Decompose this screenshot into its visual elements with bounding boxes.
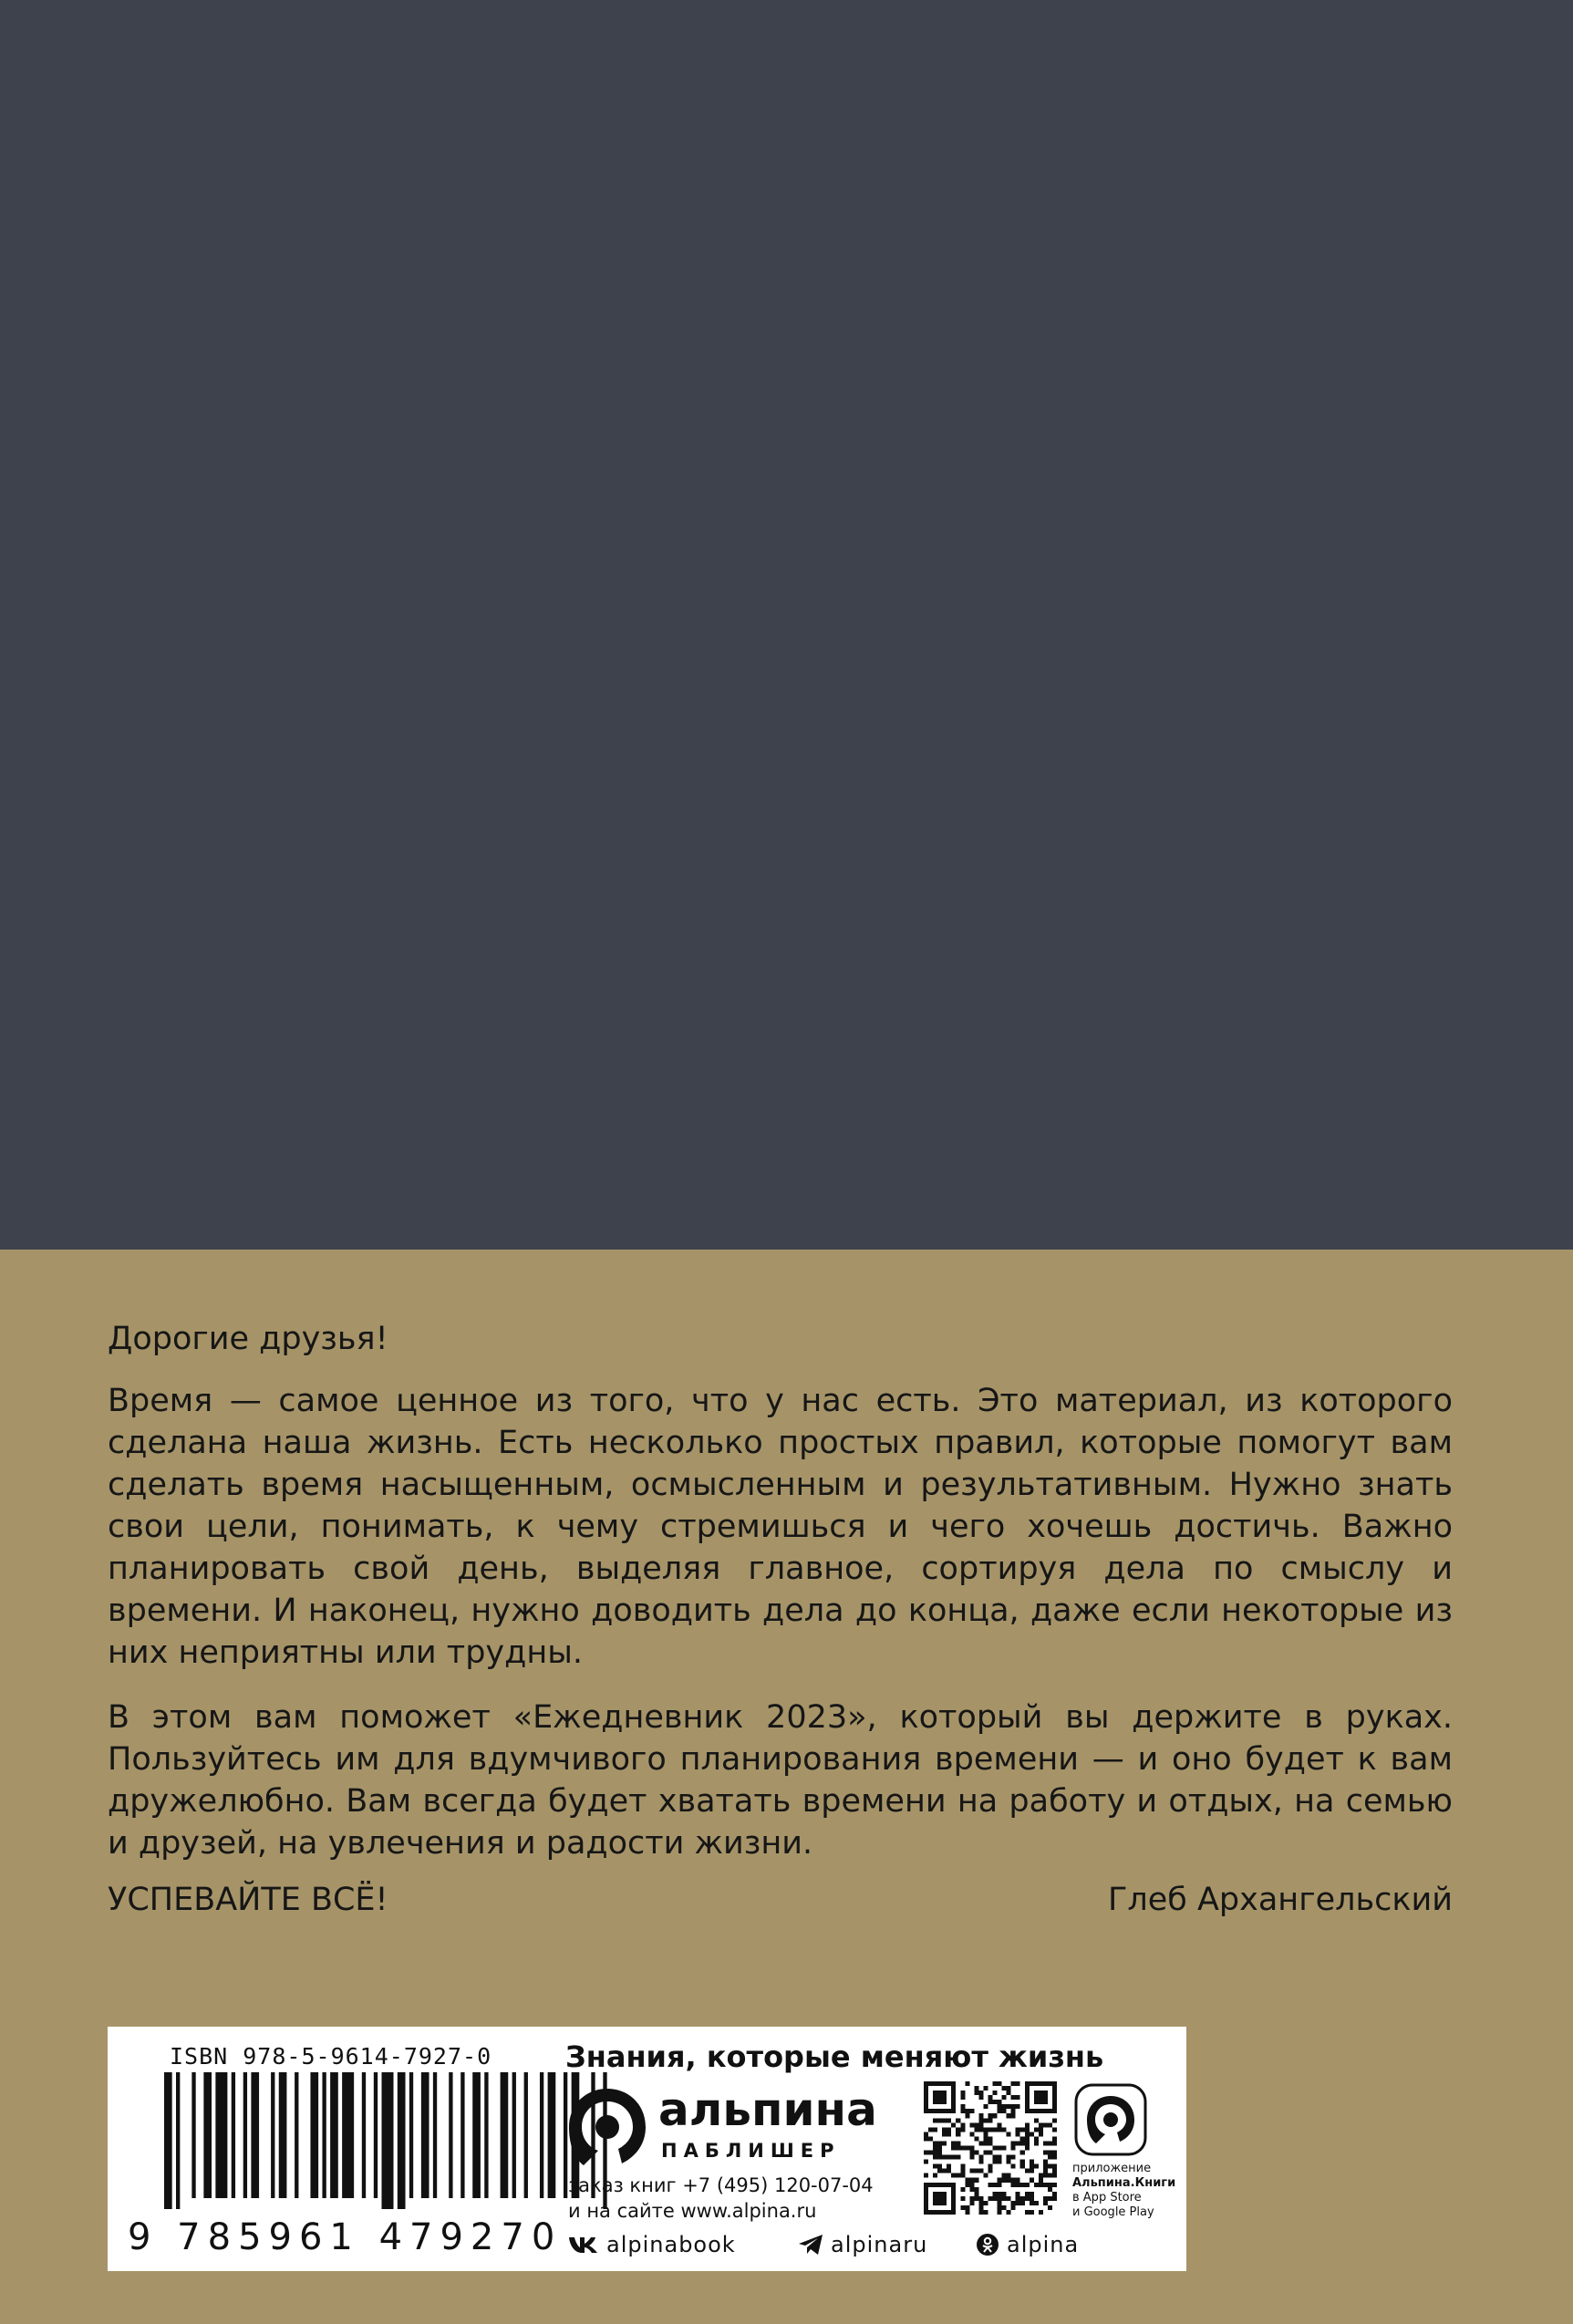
alpina-logo-icon [565,2085,649,2169]
publisher-logo-name: альпина [658,2083,877,2136]
app-text-line-4: и Google Play [1072,2205,1154,2219]
app-name: Альпина.Книги [1072,2176,1176,2190]
letter-slogan: УСПЕВАЙТЕ ВСЁ! [108,1882,388,1918]
vk-icon [568,2236,599,2254]
website-text: и на сайте www.alpina.ru [568,2200,817,2222]
social-telegram-link[interactable] [798,2232,927,2257]
alpina-app-icon[interactable] [1074,2083,1147,2156]
app-text-line-2 [1072,2176,1182,2191]
letter-paragraph-2: В этом вам поможет «Ежедневник 2023», который вы держите в руках. Пользуйтесь им для вдумчивого планирования времени — и оно будет к вам дружелюбно. Вам всегда будет хватать времени на работу и отдых, на семью и друзей, на увлечения и радости жизни. [108,1699,1453,1862]
letter-paragraph-1: Время — самое ценное из того, что у нас есть. Это материал, из которого сделана наша жизнь. Есть несколько простых правил, которые помогут вам сделать время насыщенным, осмысленным и результативным. Нужно знать свои цели, понимать, к чему стремишься и чего хочешь достичь. Важно планировать свой день, выделяя главное, сортируя дела по смыслу и времени. И наконец, нужно доводить дела до конца, даже если некоторые из них неприятны или трудны. [108,1383,1453,1671]
barcode-digits: 9 785961 479270 [128,2216,563,2258]
app-store-text [1072,2162,1182,2220]
telegram-icon [798,2234,823,2256]
social-telegram-label: alpinaru [831,2232,928,2257]
publisher-tagline: Знания, которые меняют жизнь [565,2039,1104,2074]
social-ok-label: alpina [1007,2232,1080,2257]
letter-greeting: Дорогие друзья! [108,1321,388,1357]
qr-code-icon[interactable] [924,2081,1057,2215]
order-phone-text: заказ книг +7 (495) 120-07-04 [568,2174,874,2196]
social-ok-link[interactable] [976,2232,1079,2257]
publisher-logo-subtitle: ПАБЛИШЕР [661,2140,841,2162]
publisher-label [108,2027,1186,2271]
app-text-line-3: в App Store [1072,2191,1142,2205]
isbn-text: ISBN 978-5-9614-7927-0 [170,2043,492,2070]
app-text-line-1: приложение [1072,2162,1152,2175]
social-vk-label: alpinabook [606,2232,736,2257]
barcode-icon [164,2072,611,2209]
author-signature: Глеб Архангельский [1108,1882,1453,1918]
odnoklassniki-icon [976,2233,999,2257]
social-vk-link[interactable] [568,2232,736,2257]
